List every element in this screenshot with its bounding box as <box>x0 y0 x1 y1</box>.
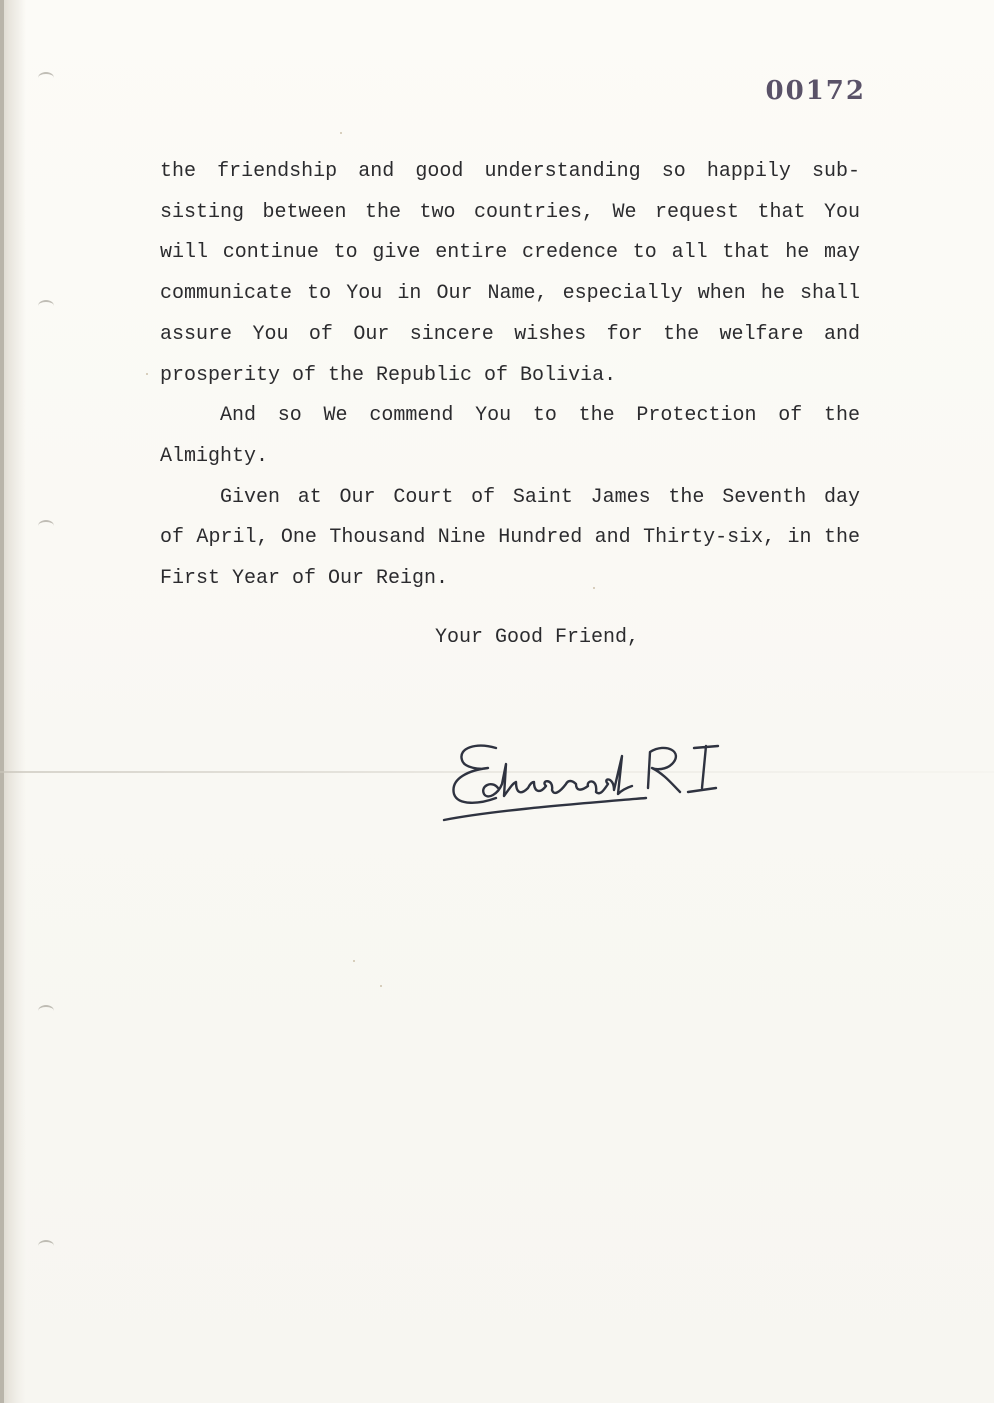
body-line: will continue to give entire credence to all that he may <box>160 241 860 265</box>
closing-salutation: Your Good Friend, <box>435 626 640 649</box>
signature <box>436 734 736 834</box>
paper-speck <box>380 985 382 987</box>
body-line: Given at Our Court of Saint James the Seventh day <box>220 485 860 509</box>
signature-stroke <box>688 746 718 792</box>
edge-mark <box>38 1005 54 1017</box>
edge-mark <box>38 1240 54 1252</box>
paper-speck <box>146 373 148 375</box>
body-line: the friendship and good understanding so happily sub- <box>160 160 860 183</box>
body-line: communicate to You in Our Name, especially when he shall <box>160 282 860 306</box>
paper-speck <box>353 960 355 962</box>
paper-speck <box>340 132 342 134</box>
body-line: First Year of Our Reign. <box>160 567 449 591</box>
signature-stroke <box>483 756 632 796</box>
body-line: prosperity of the Republic of Bolivia. <box>160 363 617 387</box>
signature-stroke <box>453 746 496 803</box>
body-line: assure You of Our sincere wishes for the welfare and <box>160 322 860 346</box>
letter-body <box>160 152 860 600</box>
body-line: And so We commend You to the Protection of the <box>220 404 860 428</box>
binding-shadow <box>0 0 4 1403</box>
edge-mark <box>38 300 54 312</box>
signature-stroke <box>648 748 680 792</box>
edge-mark <box>38 72 54 84</box>
edge-mark <box>38 520 54 532</box>
archive-stamp-number: 00172 <box>765 76 866 106</box>
signature-stroke <box>444 798 646 820</box>
body-line: sisting between the two countries, We request that You <box>160 200 860 224</box>
body-line: of April, One Thousand Nine Hundred and Thirty-six, in the <box>160 526 860 550</box>
body-line: Almighty. <box>160 444 269 468</box>
